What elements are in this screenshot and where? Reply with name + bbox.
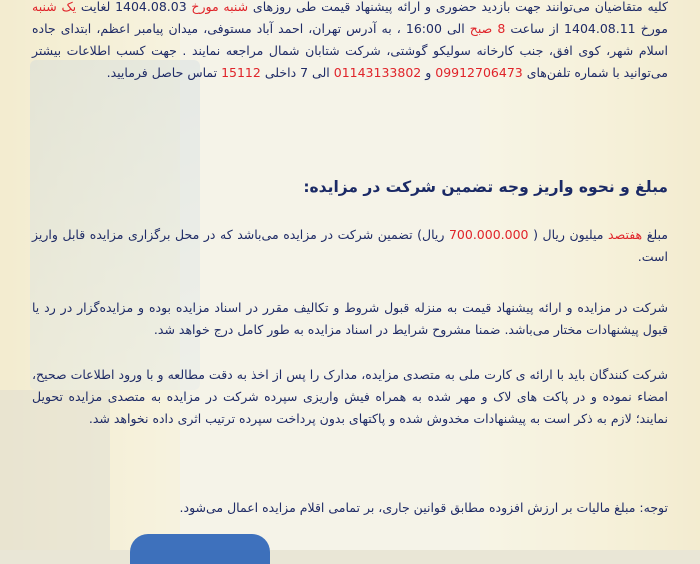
text-span: کلیه متقاضیان می‌توانند جهت بازدید حضوری و ارائه پیشنهاد قیمت طی روزهای xyxy=(252,0,669,14)
phone-extension: 15112 xyxy=(221,65,261,80)
text-span: الی xyxy=(447,21,465,36)
amount-words: هفتصد xyxy=(608,227,643,242)
text-span: مبلغ xyxy=(646,227,668,242)
submission-paragraph: شرکت کنندگان باید با ارائه ی کارت ملی به متصدی مزایده، مدارک را پس از اخذ به دقت مطالعه و با ورود اطلاعات صحیح، امضاء نموده و در پاکت های لاک و مهر شده به همراه فیش واریزی سپرده شرکت در مزایده به متصدی مزایده تحویل نمایند؛ لازم به ذکر است به پیشنهادات مخدوش شده و پاکتهای بدون پرداخت سپرده ترتیب اثری داده نخواهد شد. xyxy=(32,367,668,426)
time-start: 8 صبح xyxy=(469,21,506,36)
day-end: یک شنبه xyxy=(32,0,77,14)
visit-info-paragraph xyxy=(32,0,668,84)
deposit-paragraph xyxy=(32,224,668,268)
date-end: 1404.08.11 xyxy=(564,21,636,36)
text-span: مورخ xyxy=(640,21,668,36)
decorative-blue-tab xyxy=(130,534,270,564)
text-span: ریال) تضمین شرکت در مزایده می‌باشد که در محل برگزاری مزایده قابل واریز است. xyxy=(32,227,668,264)
phone-number-1: 09912706473 xyxy=(435,65,523,80)
amount-number: 700.000.000 xyxy=(448,227,529,242)
text-span: ، به آدرس تهران، احمد آباد مستوفی، میدان پیامبر اعظم، ابتدای جاده اسلام شهر، کوی افق، جنب کارخانه سولیکو گوشتی، شرکت شتابان شمال مراجعه نمایند . جهت کسب اطلاعات بیشتر می‌توانید با شماره تلفن‌های xyxy=(32,21,668,80)
text-span: الی 7 داخلی xyxy=(264,65,330,80)
time-end: 16:00 xyxy=(405,21,442,36)
text-span: لغایت xyxy=(80,0,111,14)
terms-paragraph: شرکت در مزایده و ارائه پیشنهاد قیمت به منزله قبول شروط و تکالیف مقرر در اسناد مزایده بوده و مزایده‌گزار در رد یا قبول پیشنهادات مختار می‌باشد. ضمنا مشروح شرایط در اسناد مزایده به طور کامل درج خواهد شد. xyxy=(32,300,668,337)
text-span: تماس حاصل فرمایید. xyxy=(106,65,218,80)
vat-note-paragraph: توجه: مبلغ مالیات بر ارزش افزوده مطابق قوانین جاری، بر تمامی اقلام مزایده اعمال می‌شود. xyxy=(179,500,668,515)
day-start: شنبه مورخ xyxy=(191,0,249,14)
text-span: از ساعت xyxy=(510,21,559,36)
text-span: میلیون ریال ( xyxy=(533,227,604,242)
date-start: 1404.08.03 xyxy=(115,0,187,14)
text-span: و xyxy=(425,65,432,80)
phone-number-2: 01143133802 xyxy=(333,65,422,80)
deposit-heading: مبلغ و نحوه واریز وجه تضمین شرکت در مزایده: xyxy=(303,178,668,196)
